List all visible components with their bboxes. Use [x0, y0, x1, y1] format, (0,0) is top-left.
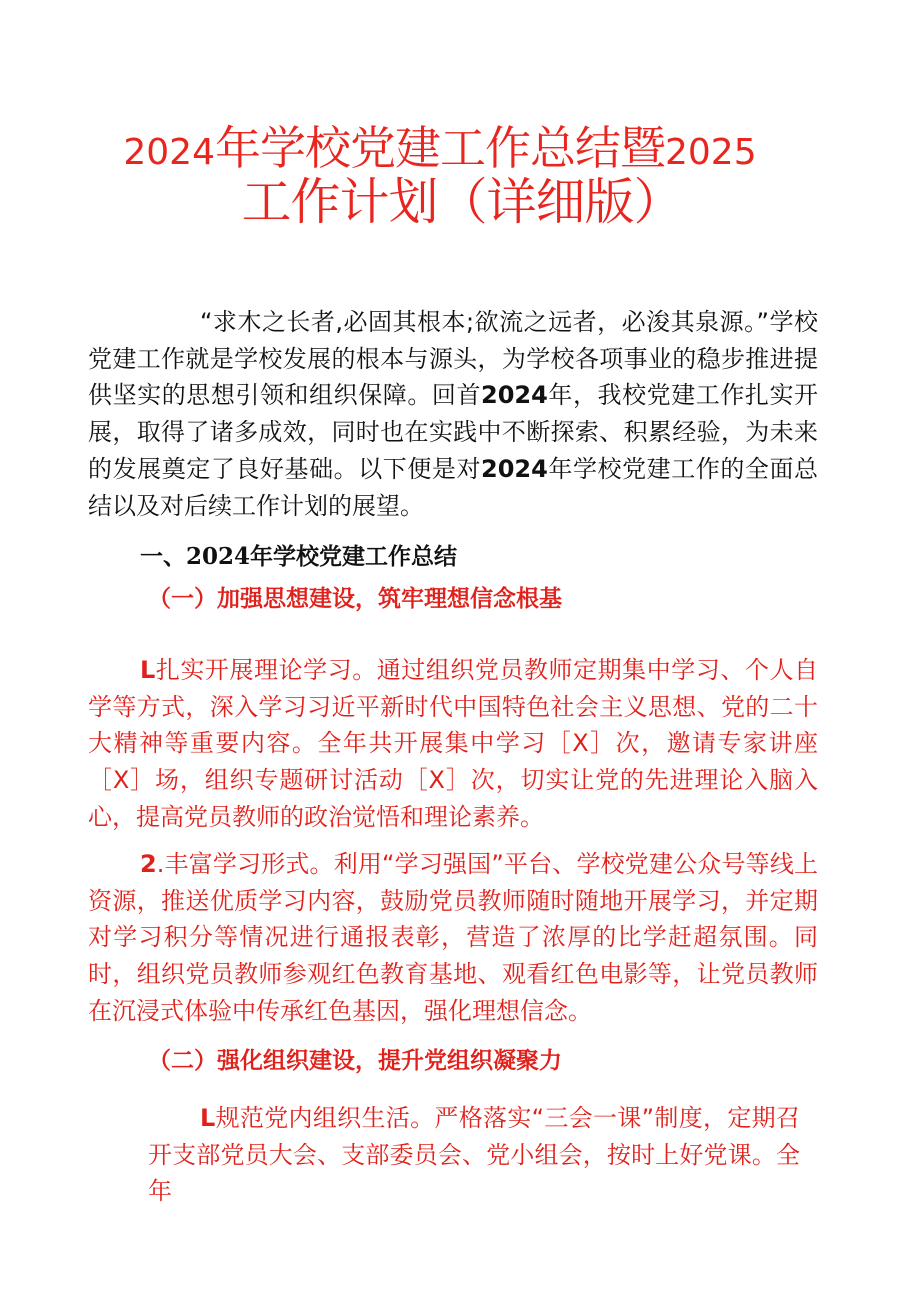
intro-year-1: 2024: [481, 381, 548, 410]
intro-paragraph: [88, 304, 818, 524]
subsection-1-item-1: [88, 652, 818, 836]
subsection-1-item-2: [88, 846, 818, 1030]
intro-text-2: 年，我校党建工作扎实开展，取得了诸多成效，同时也在实践中不断探索、积累经验，为未来的发展奠定了良好基础。以下便是对: [88, 381, 819, 483]
intro-text-3: 年学校党建工作的全面总结以及对后续工作计划的展望。: [88, 454, 819, 520]
intro-year-2: 2024: [481, 454, 548, 483]
title-year-2025: 2025: [665, 132, 757, 173]
subsection-2-item-1: [148, 1100, 800, 1210]
item-number: L: [200, 1104, 216, 1132]
item-text: 规范党内组织生活。严格落实“三会一课”制度，定期召开支部党员大会、支部委员会、党小组会，按时上好党课。全年: [148, 1104, 800, 1206]
title-year-2024: 2024: [123, 132, 215, 173]
subsection-2-heading: （二）强化组织建设，提升党组织凝聚力: [148, 1048, 562, 1074]
title-main-text: 年学校党建工作总结暨: [215, 121, 665, 175]
subsection-1-heading: （一）加强思想建设，筑牢理想信念根基: [148, 586, 562, 612]
item-number: L: [140, 656, 156, 684]
section-1-heading: 一、2024年学校党建工作总结: [140, 543, 458, 570]
intro-text-1: “求木之长者,必固其根本;欲流之远者，必浚其泉源。”学校党建工作就是学校发展的根本与源头，为学校各项事业的稳步推进提供坚实的思想引领和组织保障。回首: [88, 308, 818, 410]
item-text: .丰富学习形式。利用“学习强国”平台、学校党建公众号等线上资源，推送优质学习内容，鼓励党员教师随时随地开展学习，并定期对学习积分等情况进行通报表彰，营造了浓厚的比学赶超氛围。同时，组织党员教师参观红色教育基地、观看红色电影等，让党员教师在沉浸式体验中传承红色基因，强化理想信念。: [88, 850, 818, 1025]
document-title-line-2: 工作计划（详细版）: [241, 173, 683, 231]
item-text: 扎实开展理论学习。通过组织党员教师定期集中学习、个人自学等方式，深入学习习近平新时代中国特色社会主义思想、党的二十大精神等重要内容。全年共开展集中学习［X］次，邀请专家讲座［X］场，组织专题研讨活动［X］次，切实让党的先进理论入脑入心，提高党员教师的政治觉悟和理论素养。: [88, 656, 818, 831]
item-number: 2: [140, 850, 157, 878]
